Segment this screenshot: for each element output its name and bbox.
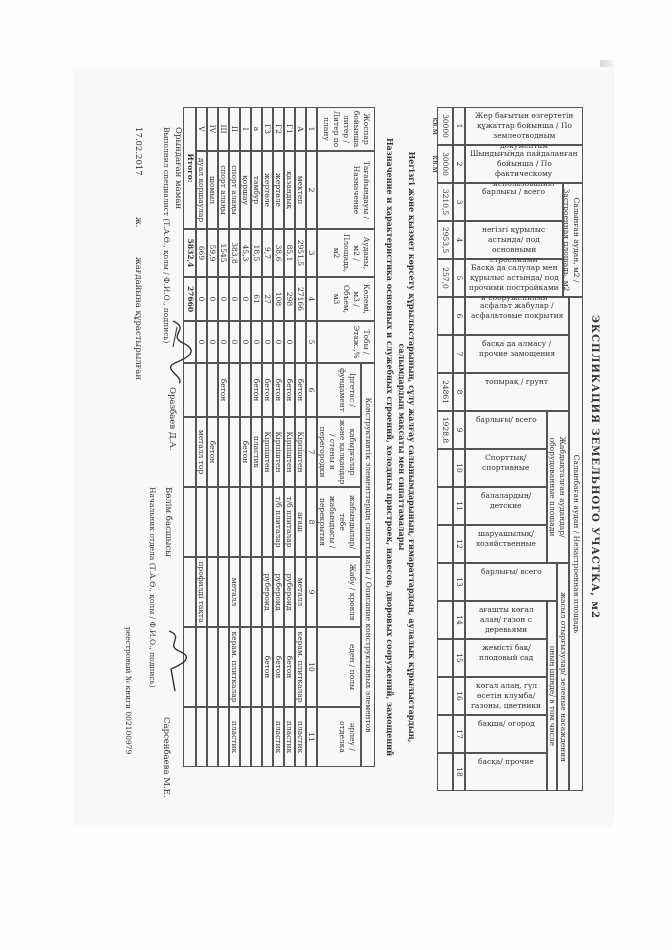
table-cell-walls	[228, 418, 239, 486]
table-cell-found: бетон	[252, 378, 261, 402]
buildings-colnum: 9	[307, 589, 316, 595]
explication-colnum: 1	[455, 123, 464, 129]
table-cell-roof	[206, 558, 217, 626]
table-cell-finish	[206, 708, 217, 766]
table-cell-found	[195, 364, 206, 416]
table-cell-floors	[239, 628, 250, 706]
explication-title: ЭКСПЛИКАЦИЯ ЗЕМЕЛЬНОГО УЧАСТКА, м2	[589, 315, 600, 619]
explication-colnum: 15	[455, 653, 464, 663]
rotated-document	[73, 67, 613, 827]
table-cell-finish: пластик	[285, 720, 294, 754]
subgroup-equipped-label: Жабдықталған аудандар/ оборудованные площади	[548, 436, 567, 538]
table-cell-floor: 0	[252, 339, 261, 345]
section2-title-kz: Негізгі және қызмет көрсету құрылыстарының, сұлу жалғау салынымдарының, ғимараттардың, аулалық құрылыстардың, салымдардың мақсаты мен сипаттамалары	[397, 151, 417, 743]
explication-header-label: барлығы/ всего	[480, 567, 542, 576]
explication-header-label: шаруашылық/ хозяйственные	[476, 529, 536, 548]
head-label-kz: Бөлім басшысы	[163, 487, 173, 557]
table-cell-lit: II	[230, 126, 239, 132]
total-empty-cell	[183, 417, 196, 487]
buildings-colnum: 3	[307, 250, 316, 256]
constructive-group-label: Конструктивтік элементтердің сипаттамасы / Описание конструктивных элементов	[364, 397, 373, 733]
table-cell-floor: 0	[208, 339, 217, 345]
date-unit: ж.	[133, 217, 143, 228]
total-label: Итого:	[186, 153, 195, 183]
table-cell-walls: бетон	[241, 440, 250, 464]
table-cell-floors: бетон	[263, 655, 272, 679]
explication-colnum: 7	[455, 351, 464, 357]
table-cell-walls: Кірпіштен	[263, 431, 272, 473]
buildings-header-label: еден / полы	[348, 643, 357, 691]
buildings-header-label: қабырғалар және қалқандар / стены и перегородки	[318, 419, 357, 485]
table-cell-walls: металл тор	[197, 429, 206, 475]
performer-label-ru: Выполнил специалист (Т.А.Ө., қолы / Ф.И.О., подпись)	[162, 127, 171, 344]
explication-colnum: 16	[455, 691, 464, 701]
table-cell-area: 59,9	[208, 244, 217, 262]
explication-value	[434, 563, 450, 601]
table-cell-floors: бетон	[274, 655, 283, 679]
explication-colnum: 9	[455, 427, 464, 433]
table-cell-vol: 0	[241, 296, 250, 302]
explication-colnum: 14	[455, 615, 464, 625]
head-signature	[161, 627, 189, 697]
explication-colnum: 12	[455, 539, 464, 549]
table-cell-area: 18,5	[252, 244, 261, 262]
explication-value	[434, 715, 450, 753]
explication-colnum: 18	[455, 767, 464, 777]
total-empty-cell	[183, 707, 196, 767]
table-cell-floor: 0	[197, 339, 206, 345]
table-cell-floors: керам. плиткалар	[230, 631, 239, 703]
total-vol: 27660	[186, 285, 195, 313]
table-cell-name: жертөле	[274, 172, 283, 207]
explication-colnum: 3	[455, 199, 464, 205]
buildings-colnum: 4	[307, 296, 316, 302]
buildings-header-label: Іргетас / фундамент	[338, 368, 357, 412]
table-cell-lit: А	[296, 126, 305, 132]
explication-header-label: негізгі құрылыс астында/ под основными строениями	[482, 225, 546, 264]
table-cell-finish: пластик	[274, 720, 283, 754]
explication-value	[434, 639, 450, 677]
buildings-colnum: 11	[307, 732, 316, 742]
buildings-colnum: 10	[307, 662, 316, 672]
table-cell-ceil	[195, 488, 206, 556]
explication-value: 30000 кв.м	[431, 114, 450, 138]
buildings-colnum: 1	[307, 126, 316, 132]
table-cell-vol: 0	[219, 296, 228, 302]
explication-colnum: 8	[455, 389, 464, 395]
explication-value	[434, 335, 450, 373]
table-cell-floor: 0	[230, 339, 239, 345]
table-cell-floor: 0	[263, 339, 272, 345]
table-cell-area: 383,8	[230, 242, 239, 264]
total-empty-cell	[183, 487, 196, 557]
buildings-colnum: 6	[307, 387, 316, 393]
subgroup-green-incl-label: оның ішінде/ в том числе	[548, 645, 557, 747]
table-cell-walls	[217, 418, 228, 486]
performer-label-kz: Орындаған маман	[173, 127, 183, 210]
table-cell-floors: керам. плиткалар	[296, 631, 305, 703]
table-cell-name: мектеп	[296, 175, 305, 205]
table-cell-vol: 61	[252, 294, 261, 304]
subgroup-green-label: жасыл отырғызулар/ зеленые насаждения	[559, 592, 568, 762]
explication-header-label: басқа да алмасу / прочие замощения	[478, 339, 556, 358]
buildings-header-label: Көлемі, м3 / Объем, м3	[332, 283, 371, 315]
table-cell-ceil: т/б плиталар	[285, 496, 294, 548]
explication-value: 24861	[441, 380, 450, 404]
table-cell-found	[228, 364, 239, 416]
table-cell-lit: III	[219, 124, 228, 134]
table-cell-name: тамбур	[252, 175, 261, 205]
table-cell-vol: 27166	[296, 287, 305, 311]
table-cell-found: бетон	[285, 378, 294, 402]
table-cell-roof	[250, 558, 261, 626]
explication-value	[434, 297, 450, 335]
table-cell-found	[206, 364, 217, 416]
explication-colnum: 13	[455, 577, 464, 587]
table-cell-finish	[250, 708, 261, 766]
table-cell-roof: рубероид	[263, 573, 272, 611]
table-cell-lit: I	[241, 127, 250, 131]
table-cell-ceil: ағаш	[296, 512, 305, 532]
explication-header-label: топырақ / грунт	[485, 377, 549, 386]
table-cell-walls: бетон	[208, 440, 217, 464]
table-cell-area: 9,7	[263, 247, 272, 259]
buildings-header-label: әрлеу / отделка	[338, 721, 357, 753]
explication-colnum: 6	[455, 313, 464, 319]
total-area: 5832,4	[186, 238, 195, 268]
table-cell-lit: Г3	[263, 124, 272, 134]
explication-value	[434, 525, 450, 563]
table-cell-vol: 0	[197, 296, 206, 302]
table-cell-ceil: т/б плиталар	[274, 496, 283, 548]
table-cell-ceil	[239, 488, 250, 556]
table-cell-walls: пластик	[252, 435, 261, 469]
register-number: реестровый № книги 002100979	[124, 627, 133, 755]
explication-header-label: барлығы / всего	[482, 187, 546, 196]
table-cell-name: шомыл	[208, 175, 217, 205]
table-cell-roof	[217, 558, 228, 626]
table-cell-area: 85,1	[285, 244, 294, 262]
explication-header-label: барлығы/ всего	[475, 415, 537, 424]
table-cell-name: қоршау	[241, 175, 250, 205]
explication-value	[434, 677, 450, 715]
head-name: Сарсенбаева М.Е.	[161, 717, 171, 798]
explication-colnum: 4	[455, 237, 464, 243]
table-cell-floors	[206, 628, 217, 706]
explication-header-label: асфальт жабулар / асфальтовые покрытия	[470, 301, 564, 320]
explication-header-label: басқа/ прочие	[478, 757, 534, 766]
table-cell-vol: 27	[263, 294, 272, 304]
table-cell-finish	[261, 708, 272, 766]
table-cell-lit: IV	[208, 124, 217, 134]
buildings-header-label: жабындылар/ тебе жабындысы / перекрытия	[318, 494, 357, 549]
table-cell-lit: Г2	[274, 124, 283, 134]
explication-colnum: 2	[455, 161, 464, 167]
table-cell-found: бетон	[296, 378, 305, 402]
buildings-header-label: Жабу / кровля	[348, 563, 357, 621]
table-cell-finish	[195, 708, 206, 766]
explication-value: 2953,5	[441, 226, 450, 254]
buildings-header-label: Жоспар бойынша литер / Литер по плану	[322, 110, 371, 148]
table-cell-ceil	[217, 488, 228, 556]
table-cell-area: 669	[197, 245, 206, 261]
group-built-label: Салынған аудан, м2 / Застроенная площадь, м2	[562, 188, 581, 292]
table-cell-floor: 0	[241, 339, 250, 345]
table-cell-name: спорт алаңы	[219, 165, 228, 215]
explication-value	[434, 487, 450, 525]
explication-value	[434, 601, 450, 639]
table-cell-vol: 0	[208, 296, 217, 302]
explication-header-label: ағашты көгал алаң/ газон с деревьями	[478, 605, 534, 634]
explication-colnum: 11	[455, 501, 464, 511]
table-cell-ceil	[261, 488, 272, 556]
table-cell-vol: 298	[285, 291, 294, 307]
table-cell-found: бетон	[219, 378, 228, 402]
explication-value	[434, 753, 450, 791]
table-cell-floors	[217, 628, 228, 706]
table-cell-roof: металл	[296, 577, 305, 607]
performer-name: Оразбаев Д.А.	[167, 387, 177, 451]
date: 17.02.2017	[133, 127, 143, 176]
explication-header-label: Басқа да салулар мен құрылыс астында/ под прочими постройками и сооружениями	[469, 263, 559, 302]
buildings-colnum: 2	[307, 187, 316, 193]
table-cell-lit: V	[197, 126, 206, 132]
explication-header-label: Шындығында пайдаланған бойынша / По фактическому использованию	[470, 149, 578, 188]
explication-value: 30000 кв.м	[431, 152, 450, 176]
table-cell-ceil	[250, 488, 261, 556]
table-cell-floors	[195, 628, 206, 706]
buildings-header-label: Тобы / Этаж.,%	[352, 325, 371, 359]
head-label-ru: Начальник отдела (Т.А.Ө., қолы / Ф.И.О., подпись)	[148, 487, 157, 688]
table-cell-roof: профилді тақта	[197, 561, 206, 623]
table-cell-area: 45,3	[241, 244, 250, 262]
explication-value: 257,0	[441, 267, 450, 289]
group-unbuilt-label: Салынбаған аудан / Незастроенная площадь	[572, 454, 581, 634]
table-cell-walls: Кірпіштен	[274, 431, 283, 473]
buildings-colnum: 5	[307, 339, 316, 345]
table-cell-area: 38,6	[274, 244, 283, 262]
table-cell-vol: 0	[230, 296, 239, 302]
table-cell-lit: а	[252, 126, 261, 132]
table-cell-roof: рубероид	[274, 573, 283, 611]
buildings-colnum: 7	[307, 449, 316, 455]
table-cell-name: қазандық	[285, 171, 294, 209]
explication-value: 1928,8	[441, 416, 450, 444]
table-cell-area: 1545	[219, 243, 228, 263]
table-cell-ceil	[206, 488, 217, 556]
table-cell-finish: пластик	[230, 720, 239, 754]
table-cell-floors	[250, 628, 261, 706]
explication-header-label: Спорттық/ спортивные	[482, 453, 530, 472]
table-cell-floor: 0	[219, 339, 228, 345]
table-cell-floor: 0	[274, 339, 283, 345]
table-cell-name: жертөле	[263, 172, 272, 207]
explication-header-label: көгал алаң, гүл өсетін клумба/ газоны, цветники	[470, 681, 542, 710]
explication-value	[434, 449, 450, 487]
explication-colnum: 17	[455, 729, 464, 739]
buildings-header-label: Тағайындауы / Назначение	[352, 160, 371, 220]
section2-title-ru: Назначение и характеристика основных и служебных строений, холодных пристроек, навесов, дворовых сооружений, замощений	[385, 137, 395, 757]
table-cell-name: спорт алаңы	[230, 165, 239, 215]
buildings-colnum: 8	[307, 519, 316, 525]
table-cell-walls: Кірпіштен	[285, 431, 294, 473]
table-cell-walls: Кірпіштен	[296, 431, 305, 473]
explication-header-label: жемісті бақ/ плодовый сад	[478, 643, 534, 662]
buildings-header-label: Ауданы, м2 / Площадь, м2	[332, 233, 371, 273]
explication-colnum: 10	[455, 463, 464, 473]
explication-value: 3210,5	[441, 188, 450, 216]
performer-signature	[165, 317, 195, 387]
table-cell-floors: бетон	[285, 655, 294, 679]
table-cell-lit: Г1	[285, 124, 294, 134]
table-cell-ceil	[228, 488, 239, 556]
table-cell-finish	[217, 708, 228, 766]
table-cell-roof: металл	[230, 577, 239, 607]
table-cell-found: бетон	[263, 378, 272, 402]
explication-header-label: Жер бағытын өзгертетін құжаттар бойынша / По землеотводным документам	[474, 111, 574, 150]
table-cell-roof: рубероид	[285, 573, 294, 611]
table-cell-finish: пластик	[296, 720, 305, 754]
explication-colnum: 5	[455, 275, 464, 281]
table-cell-name: дуал қоршаулар	[197, 157, 206, 223]
table-cell-roof	[239, 558, 250, 626]
total-empty-cell	[183, 557, 196, 627]
explication-header-label: балалардың/ детские	[480, 491, 532, 510]
table-cell-finish	[239, 708, 250, 766]
table-cell-found	[239, 364, 250, 416]
table-cell-vol: 108	[274, 291, 283, 307]
date-note: жағдайына құрастырылған	[133, 257, 143, 380]
table-cell-floor: 0	[285, 339, 294, 345]
explication-header-label: бақша/ огород	[477, 719, 535, 728]
table-cell-floor	[294, 322, 305, 362]
table-cell-area: 2951,5	[296, 239, 305, 267]
table-cell-found: бетон	[274, 378, 283, 402]
